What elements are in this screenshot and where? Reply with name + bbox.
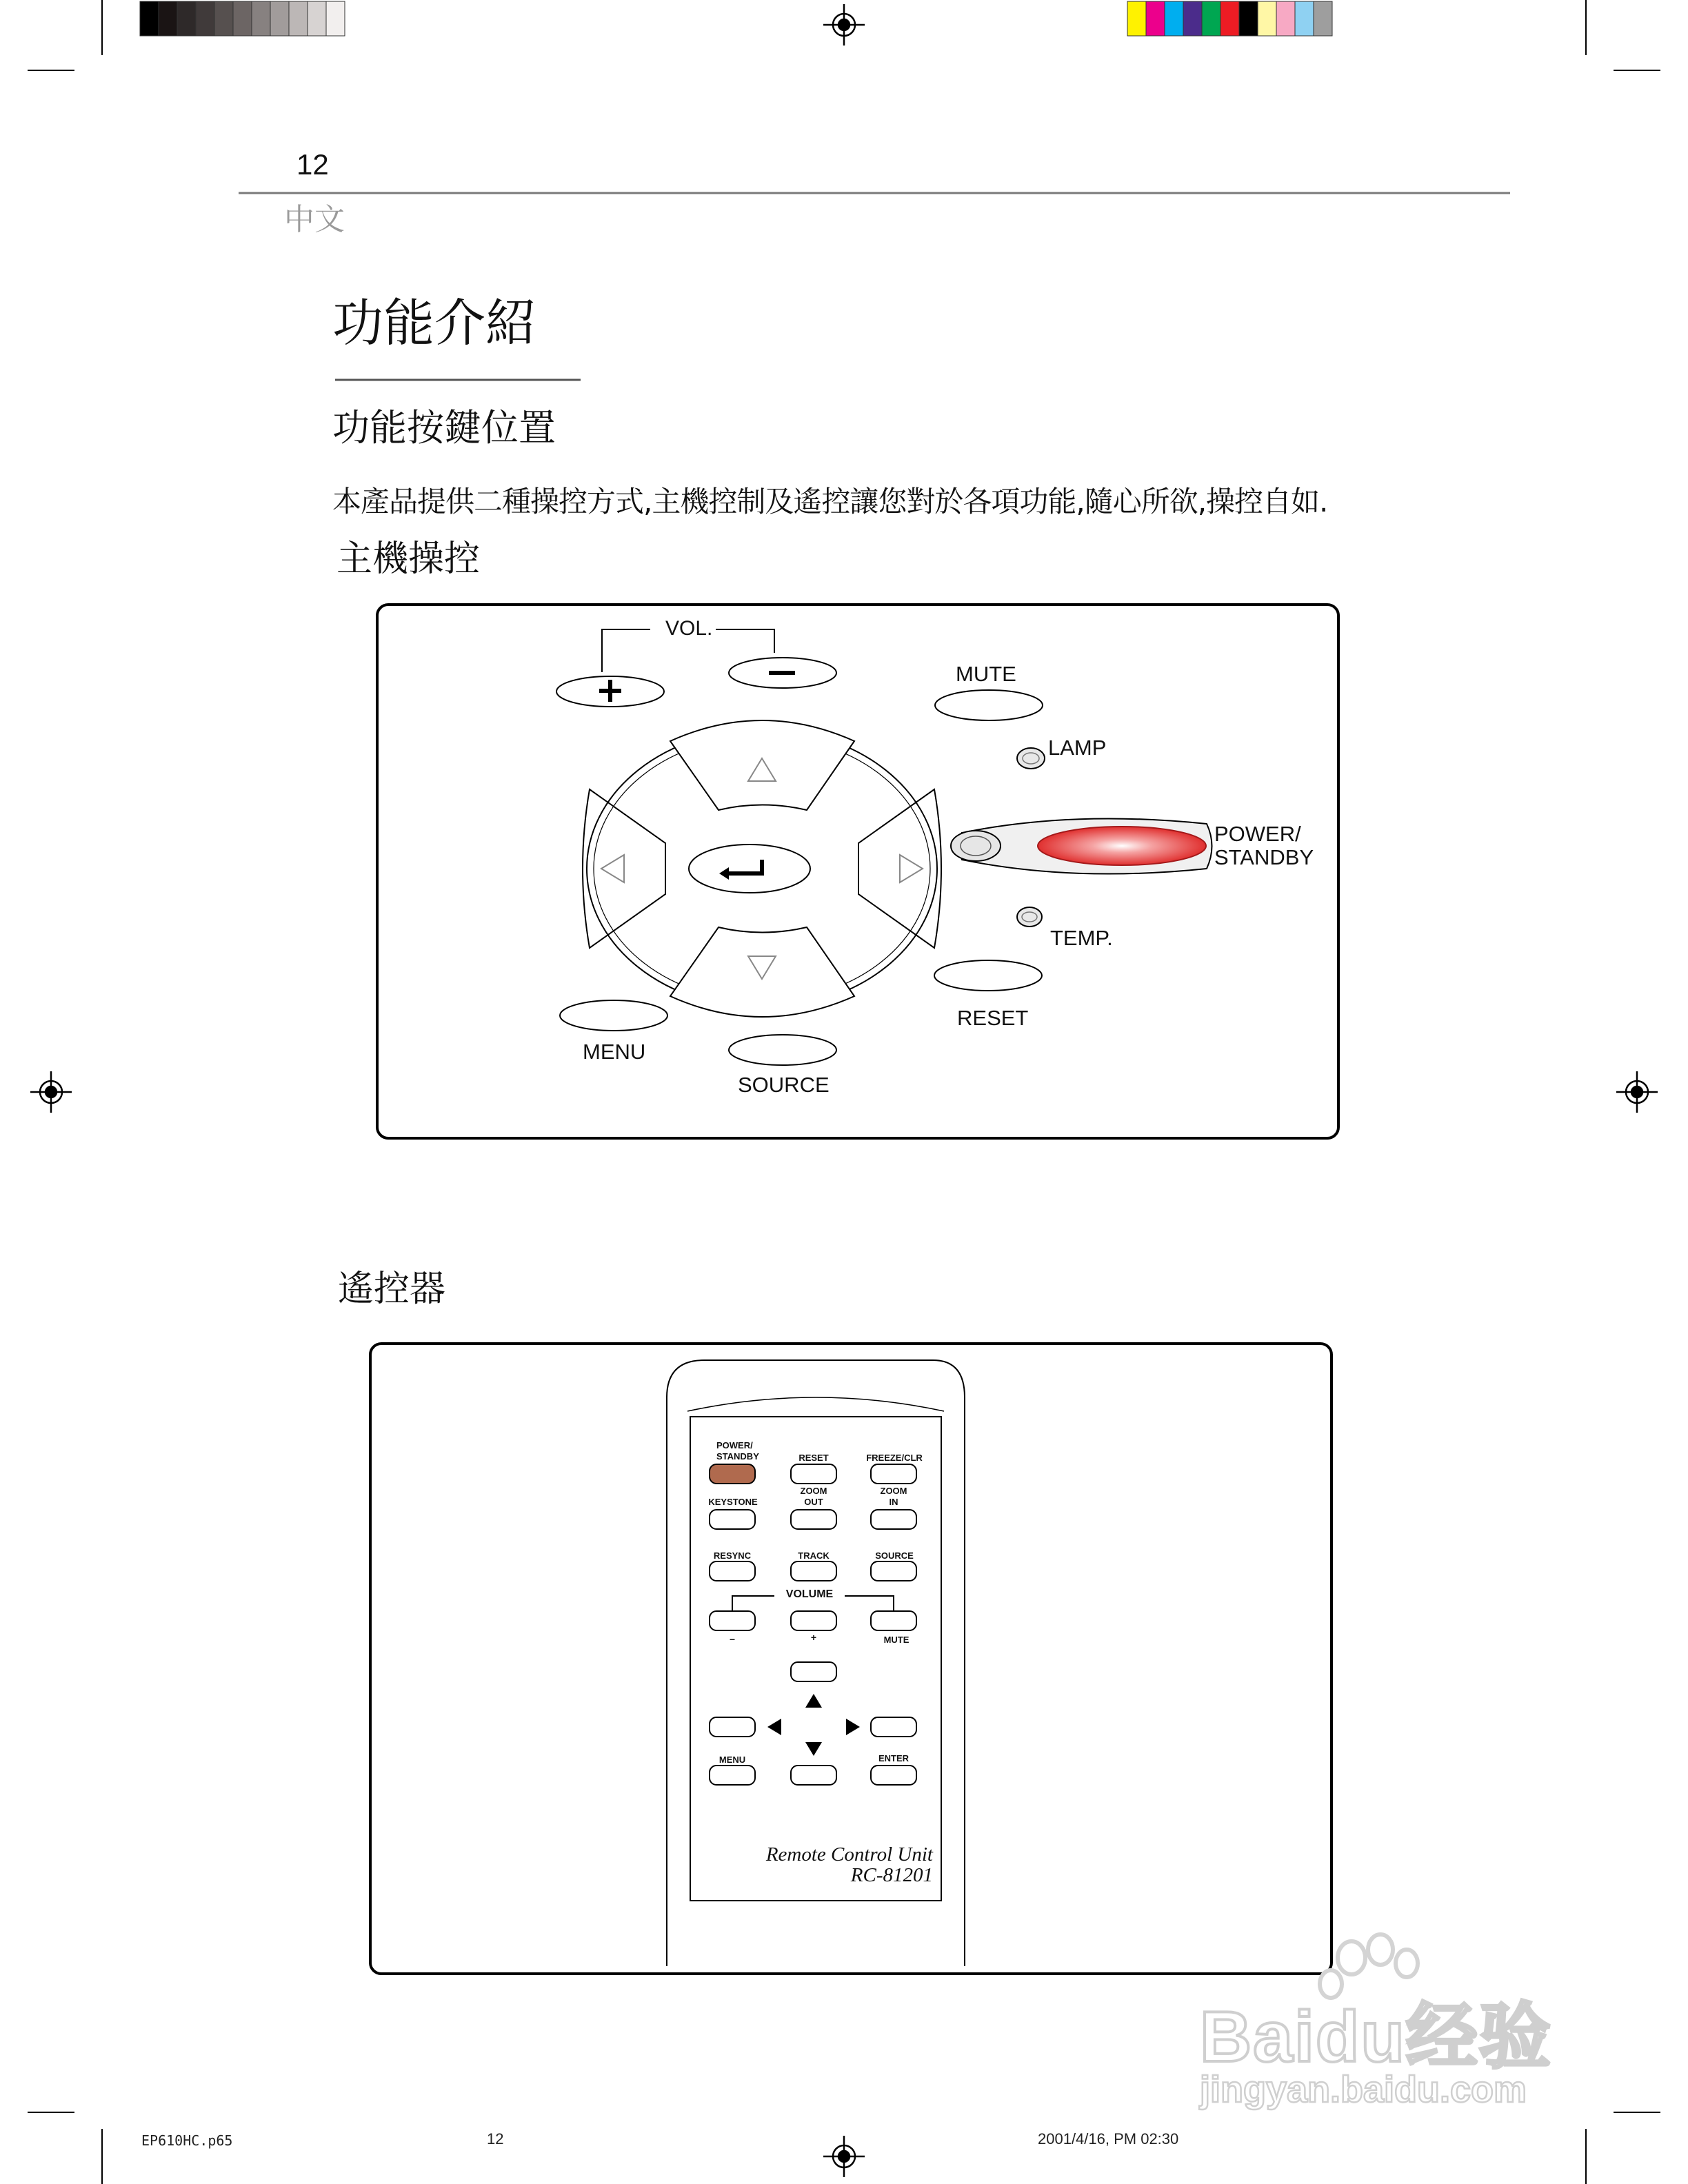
process-color-swatch — [1258, 1, 1276, 36]
lamp-label: LAMP — [1048, 736, 1107, 760]
process-color-swatch — [1202, 1, 1220, 36]
remote-source-label: SOURCE — [875, 1550, 914, 1561]
temp-led — [1017, 907, 1042, 927]
grayscale-swatch — [308, 1, 326, 36]
temp-label: TEMP. — [1050, 926, 1113, 950]
baidu-watermark — [1200, 1930, 1586, 2137]
mute-label: MUTE — [956, 662, 1016, 686]
process-color-swatch — [1295, 1, 1314, 36]
control-panel-figure — [376, 603, 1340, 1140]
remote-track-label: TRACK — [798, 1550, 830, 1561]
lamp-led — [1017, 748, 1045, 769]
remote-zoom-out-line1: ZOOM — [800, 1486, 827, 1496]
grayscale-color-bar — [140, 1, 345, 36]
remote-model-text — [699, 1844, 933, 1885]
enter-button[interactable] — [689, 845, 810, 893]
source-label: SOURCE — [738, 1073, 830, 1097]
remote-zoom-out-line2: OUT — [804, 1497, 823, 1507]
process-color-swatch — [1183, 1, 1202, 36]
remote-zoom-in-line1: ZOOM — [880, 1486, 907, 1496]
power-label-line1: POWER/ — [1214, 822, 1301, 846]
menu-button[interactable] — [560, 1000, 667, 1031]
grayscale-swatch — [270, 1, 289, 36]
remote-enter-label: ENTER — [878, 1753, 910, 1763]
remote-freeze-label: FREEZE/CLR — [866, 1453, 923, 1463]
section-subtitle: 功能按鍵位置 — [332, 406, 556, 449]
remote-resync-label: RESYNC — [713, 1550, 752, 1561]
source-button[interactable] — [729, 1035, 836, 1065]
vol-label: VOL. — [665, 617, 713, 640]
process-color-swatch — [1127, 1, 1146, 36]
remote-minus-label: – — [730, 1633, 735, 1644]
process-color-swatch — [1276, 1, 1295, 36]
remote-figure — [369, 1342, 1333, 1975]
remote-labels — [369, 1342, 1333, 1975]
remote-power-label-line1: POWER/ — [716, 1440, 753, 1450]
remote-zoom-in-line2: IN — [889, 1497, 898, 1507]
menu-label: MENU — [583, 1040, 646, 1064]
vol-plus-button[interactable] — [556, 676, 664, 707]
grayscale-swatch — [289, 1, 308, 36]
power-label — [1214, 822, 1314, 869]
reset-label: RESET — [957, 1006, 1029, 1030]
process-color-swatch — [1314, 1, 1332, 36]
minus-icon — [769, 671, 795, 675]
remote-volume-label: VOLUME — [785, 1588, 834, 1600]
language-label: 中文 — [284, 202, 345, 237]
grayscale-swatch — [214, 1, 233, 36]
grayscale-swatch — [233, 1, 252, 36]
reset-button[interactable] — [934, 960, 1042, 991]
remote-plus-label: + — [810, 1632, 817, 1643]
footer-page: 12 — [487, 2130, 504, 2147]
footer-file: EP610HC.p65 — [141, 2132, 233, 2149]
remote-heading: 遙控器 — [338, 1268, 446, 1310]
remote-reset-label: RESET — [798, 1453, 829, 1463]
grayscale-swatch — [326, 1, 345, 36]
remote-model-line2: RC-81201 — [850, 1864, 933, 1886]
page-number: 12 — [297, 148, 329, 181]
process-color-swatch — [1239, 1, 1258, 36]
process-color-swatch — [1146, 1, 1165, 36]
grayscale-swatch — [140, 1, 159, 36]
remote-zoom-out-label — [796, 1486, 831, 1508]
remote-power-label-line2: STANDBY — [716, 1451, 759, 1462]
watermark-url: jingyan.baidu.com — [1200, 2069, 1527, 2110]
process-color-swatch — [1220, 1, 1239, 36]
grayscale-swatch — [196, 1, 214, 36]
section-title: 功能介紹 — [332, 294, 536, 353]
remote-model-line1: Remote Control Unit — [765, 1843, 933, 1866]
mute-button[interactable] — [935, 690, 1043, 720]
main-unit-heading: 主機操控 — [336, 538, 481, 580]
power-indicator-led — [951, 831, 1001, 861]
vol-minus-button[interactable] — [729, 658, 836, 688]
grayscale-swatch — [159, 1, 177, 36]
control-panel-drawing — [376, 603, 1340, 1140]
intro-text: 本產品提供二種操控方式,主機控制及遙控讓您對於各項功能,隨心所欲,操控自如. — [332, 485, 1328, 518]
remote-mute-label: MUTE — [883, 1635, 910, 1645]
remote-zoom-in-label — [876, 1486, 911, 1508]
remote-keystone-label: KEYSTONE — [708, 1497, 758, 1507]
remote-power-label — [716, 1440, 759, 1462]
process-color-swatch — [1165, 1, 1183, 36]
power-label-line2: STANDBY — [1214, 845, 1314, 869]
grayscale-swatch — [252, 1, 270, 36]
footer-datetime: 2001/4/16, PM 02:30 — [1038, 2130, 1179, 2147]
grayscale-swatch — [177, 1, 196, 36]
process-color-bar — [1127, 1, 1332, 36]
remote-menu-label: MENU — [719, 1755, 746, 1765]
watermark-brand: Baidu经验 — [1200, 1997, 1552, 2077]
